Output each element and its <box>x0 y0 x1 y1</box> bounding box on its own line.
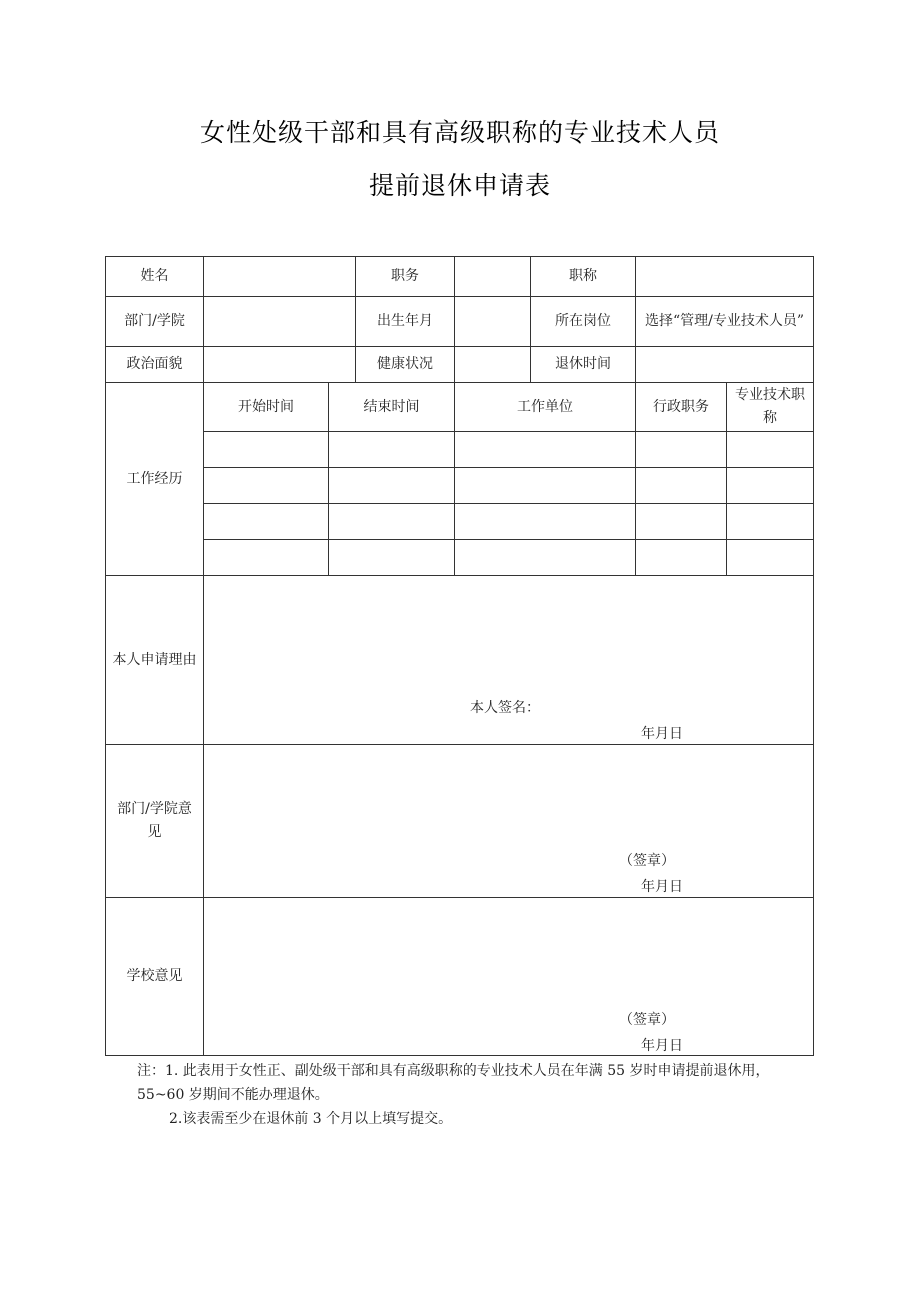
retire-time-field[interactable] <box>636 347 813 382</box>
title-field[interactable] <box>636 257 813 296</box>
col-header-start-time: 开始时间 <box>238 398 294 415</box>
table-row[interactable] <box>204 432 813 467</box>
table-row[interactable] <box>204 504 813 539</box>
school-opinion-date: 年月日 <box>641 1038 683 1054</box>
title-label: 职称 <box>569 268 597 284</box>
position-field[interactable] <box>455 257 530 296</box>
post-label: 所在岗位 <box>555 313 611 329</box>
dept-opinion-field[interactable] <box>204 745 813 897</box>
table-row[interactable] <box>204 468 813 503</box>
name-label: 姓名 <box>140 268 169 284</box>
position-label: 职务 <box>391 268 419 284</box>
dept-field[interactable] <box>204 297 355 346</box>
reason-field[interactable] <box>204 576 813 744</box>
dept-opinion-label: 部门/学院意见 <box>117 801 192 840</box>
dept-seal-label: （签章） <box>619 853 675 869</box>
form-subtitle: 提前退休申请表 <box>368 171 551 200</box>
political-label: 政治面貌 <box>126 356 183 372</box>
signature-label: 本人签名： <box>470 700 540 716</box>
note-line-1: 注：1. 此表用于女性正、副处级干部和具有高级职称的专业技术人员在年满 55 岁时申请提前退休用，55~60 岁期间不能办理退休。 <box>137 1063 770 1103</box>
col-header-admin-post: 行政职务 <box>653 398 709 415</box>
form-notes <box>105 1059 814 1131</box>
dept-opinion-date: 年月日 <box>641 879 683 895</box>
name-field[interactable] <box>204 257 355 296</box>
application-form-table <box>105 256 814 1056</box>
health-label: 健康状况 <box>377 356 433 372</box>
note-line-2: 2.该表需至少在退休前 3 个月以上填写提交。 <box>169 1111 453 1127</box>
post-hint[interactable]: 选择“管理/专业技术人员” <box>644 313 805 329</box>
dept-label: 部门/学院 <box>124 313 185 329</box>
table-row[interactable] <box>204 540 813 575</box>
table-border-right <box>813 256 814 1056</box>
school-seal-label: （签章） <box>619 1012 675 1028</box>
school-opinion-label: 学校意见 <box>126 968 183 984</box>
birth-label: 出生年月 <box>377 313 433 329</box>
birth-field[interactable] <box>455 297 530 346</box>
retire-time-label: 退休时间 <box>555 356 611 372</box>
school-opinion-field[interactable] <box>204 898 813 1055</box>
reason-date: 年月日 <box>641 726 683 742</box>
form-title: 女性处级干部和具有高级职称的专业技术人员 <box>199 118 720 147</box>
col-header-end-time: 结束时间 <box>363 398 420 415</box>
work-history-label: 工作经历 <box>126 470 183 487</box>
political-field[interactable] <box>204 347 355 382</box>
health-field[interactable] <box>455 347 530 382</box>
table-border-bottom <box>105 1055 814 1056</box>
col-header-tech-title: 专业技术职称 <box>735 387 805 426</box>
col-header-employer: 工作单位 <box>517 398 573 415</box>
reason-label: 本人申请理由 <box>112 651 197 668</box>
